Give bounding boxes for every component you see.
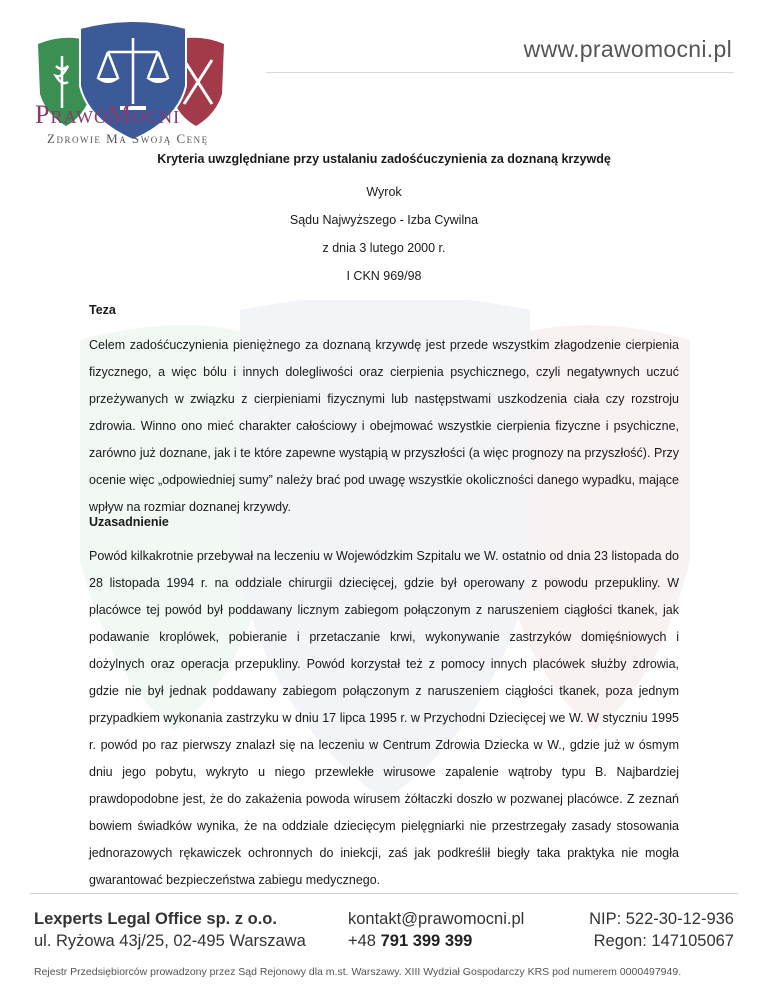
court-name: Sądu Najwyższego - Izba Cywilna: [289, 213, 479, 227]
footer-regon: Regon: 147105067: [593, 932, 734, 950]
logo-brand-name: PrawoMocni: [35, 100, 181, 129]
footer-nip: NIP: 522-30-12-936: [589, 910, 734, 928]
thesis-heading: Teza: [89, 303, 116, 317]
verdict-date: z dnia 3 lutego 2000 r.: [322, 241, 446, 255]
phone-prefix: +48: [348, 932, 376, 950]
site-url-link[interactable]: www.prawomocni.pl: [523, 36, 732, 62]
footer-registry: Rejestr Przedsiębiorców prowadzony przez Sąd Rejonowy dla m.st. Warszawy. XIII Wydział Gospodarczy KRS pod numerem 0000497949.: [34, 966, 682, 978]
header-divider: [266, 72, 734, 73]
verdict-type: Wyrok: [366, 185, 402, 199]
phone-number: 791 399 399: [380, 932, 473, 950]
footer-email-link[interactable]: kontakt@prawomocni.pl: [348, 910, 525, 928]
logo-slogan: Zdrowie Ma Swoją Cenę: [47, 131, 209, 146]
thesis-paragraph: Celem zadośćuczynienia pieniężnego za doznaną krzywdę jest przede wszystkim złagodzenie cierpienia fizycznego, a więc bólu i innych dolegliwości oraz cierpienia psychicznego, czyli negatywnych uczuć przeżywanych w związku z cierpieniami fizycznymi lub następstwami uszkodzenia ciała czy rozstroju zdrowia. Winno ono mieć charakter całościowy i obejmować wszystkie cierpienia fizyczne i psychiczne, zarówno już doznane, jak i te które zapewne wystąpią w przyszłości (a więc prognozy na przyszłość). Przy ocenie więc „odpowiedniej sumy” należy brać pod uwagę wszystkie okoliczności danego wypadku, mające wpływ na rozmiar doznanej krzywdy.: [89, 338, 679, 514]
justification-heading: Uzasadnienie: [89, 515, 169, 529]
justification-paragraph: Powód kilkakrotnie przebywał na leczeniu w Wojewódzkim Szpitalu we W. ostatnio od dnia 23 listopada do 28 listopada 1994 r. na oddziale chirurgii dziecięcej, gdzie był operowany z powodu przepukliny. W placówce tej powód był poddawany licznym zabiegom połączonym z naruszeniem ciągłości tkanek, jak podawanie kroplówek, pobieranie i przetaczanie krwi, wykonywanie zastrzyków domięśniowych i dożylnych oraz operacja przepukliny. Powód korzystał też z pomocy innych placówek służby zdrowia, gdzie nie był jednak poddawany zabiegom połączonym z naruszeniem ciągłości tkanek, poza jednym przypadkiem wykonania zastrzyku w dniu 17 lipca 1995 r. w Przychodni Dziecięcej we W. W styczniu 1995 r. powód po raz pierwszy znalazł się na leczeniu w Centrum Zdrowia Dziecka w W., gdzie już w ósmym dniu jego pobytu, wykryto u niego przewlekłe wirusowe zapalenie wątroby typu B. Najbardziej prawdopodobne jest, że do zakażenia powoda wirusem żółtaczki doszło w pozwanej placówce. Z zeznań bowiem świadków wynika, że na oddziale dziecięcym pielęgniarki nie przestrzegały zasady stosowania jednorazowych rękawiczek ochronnych do iniekcji, zaś jak podkreślił biegły taka praktyka nie mogła gwarantować bezpieczeństwa zabiegu medycznego.: [89, 549, 679, 887]
footer-company: Lexperts Legal Office sp. z o.o.: [34, 910, 277, 928]
footer-phone[interactable]: [348, 930, 472, 952]
case-number: I CKN 969/98: [346, 269, 422, 283]
document-title: Kryteria uwzględniane przy ustalaniu zadośćuczynienia za doznaną krzywdę: [157, 152, 611, 166]
footer-address: ul. Ryżowa 43j/25, 02-495 Warszawa: [34, 932, 306, 950]
footer-divider: [30, 893, 738, 894]
